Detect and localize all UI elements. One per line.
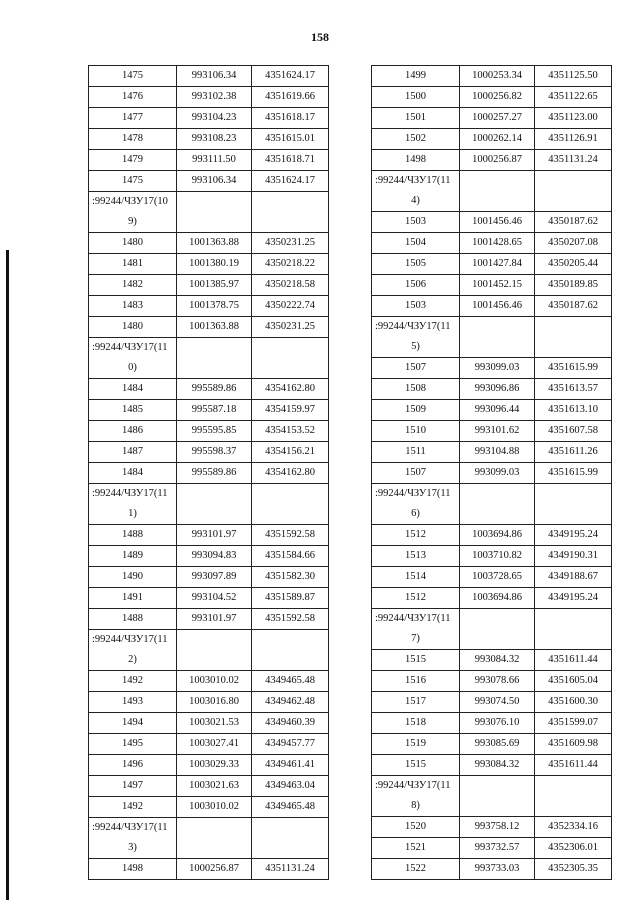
table-row <box>372 755 612 776</box>
table-row <box>89 171 329 192</box>
point-number-cell: 1498 <box>372 150 460 171</box>
parcel-label-row <box>89 818 329 859</box>
point-number-cell: 1504 <box>372 233 460 254</box>
x-coordinate-cell: 993106.34 <box>177 66 252 87</box>
x-coordinate-cell: 1003016.80 <box>177 692 252 713</box>
point-number-cell: 1498 <box>89 859 177 880</box>
y-coordinate-cell: 4354159.97 <box>252 400 329 421</box>
x-coordinate-cell: 993104.23 <box>177 108 252 129</box>
point-number-cell: 1490 <box>89 567 177 588</box>
x-coordinate-cell: 1000256.82 <box>460 87 535 108</box>
parcel-label-cell <box>372 484 460 525</box>
parcel-label-row <box>372 171 612 212</box>
y-coordinate-cell: 4349195.24 <box>535 588 612 609</box>
x-coordinate-cell: 993732.57 <box>460 838 535 859</box>
table-row <box>89 254 329 275</box>
point-number-cell: 1511 <box>372 442 460 463</box>
empty-cell <box>177 338 252 379</box>
table-row <box>89 150 329 171</box>
empty-cell <box>460 317 535 358</box>
x-coordinate-cell: 993733.03 <box>460 859 535 880</box>
y-coordinate-cell: 4349462.48 <box>252 692 329 713</box>
point-number-cell: 1482 <box>89 275 177 296</box>
point-number-cell: 1520 <box>372 817 460 838</box>
table-row <box>89 755 329 776</box>
point-number-cell: 1522 <box>372 859 460 880</box>
point-number-cell: 1493 <box>89 692 177 713</box>
y-coordinate-cell: 4349460.39 <box>252 713 329 734</box>
x-coordinate-cell: 1000262.14 <box>460 129 535 150</box>
point-number-cell: 1480 <box>89 233 177 254</box>
y-coordinate-cell: 4351613.57 <box>535 379 612 400</box>
x-coordinate-cell: 993096.86 <box>460 379 535 400</box>
y-coordinate-cell: 4351611.44 <box>535 755 612 776</box>
parcel-label-line2: 0) <box>128 362 137 373</box>
table-row <box>89 546 329 567</box>
table-row <box>89 296 329 317</box>
point-number-cell: 1499 <box>372 66 460 87</box>
y-coordinate-cell: 4349463.04 <box>252 776 329 797</box>
point-number-cell: 1500 <box>372 87 460 108</box>
parcel-label-line1: :99244/ЧЗУ17(11 <box>92 634 168 645</box>
parcel-label-row <box>372 484 612 525</box>
y-coordinate-cell: 4354153.52 <box>252 421 329 442</box>
table-row <box>372 212 612 233</box>
table-row <box>372 713 612 734</box>
parcel-label-line1: :99244/ЧЗУ17(10 <box>92 196 168 207</box>
y-coordinate-cell: 4350218.22 <box>252 254 329 275</box>
y-coordinate-cell: 4351607.58 <box>535 421 612 442</box>
y-coordinate-cell: 4351611.26 <box>535 442 612 463</box>
parcel-label-row <box>89 630 329 671</box>
y-coordinate-cell: 4349465.48 <box>252 797 329 818</box>
x-coordinate-cell: 1003021.63 <box>177 776 252 797</box>
parcel-label-line1: :99244/ЧЗУ17(11 <box>92 342 168 353</box>
empty-cell <box>177 484 252 525</box>
parcel-label-cell <box>372 171 460 212</box>
table-row <box>89 588 329 609</box>
x-coordinate-cell: 995589.86 <box>177 379 252 400</box>
y-coordinate-cell: 4351618.71 <box>252 150 329 171</box>
table-row <box>89 129 329 150</box>
empty-cell <box>252 484 329 525</box>
point-number-cell: 1475 <box>89 66 177 87</box>
parcel-label-cell <box>372 317 460 358</box>
point-number-cell: 1509 <box>372 400 460 421</box>
y-coordinate-cell: 4351131.24 <box>252 859 329 880</box>
x-coordinate-cell: 995587.18 <box>177 400 252 421</box>
point-number-cell: 1494 <box>89 713 177 734</box>
table-row <box>372 817 612 838</box>
y-coordinate-cell: 4352305.35 <box>535 859 612 880</box>
point-number-cell: 1507 <box>372 358 460 379</box>
x-coordinate-cell: 993758.12 <box>460 817 535 838</box>
point-number-cell: 1515 <box>372 755 460 776</box>
point-number-cell: 1492 <box>89 671 177 692</box>
x-coordinate-cell: 1000253.34 <box>460 66 535 87</box>
y-coordinate-cell: 4350189.85 <box>535 275 612 296</box>
point-number-cell: 1477 <box>89 108 177 129</box>
x-coordinate-cell: 993094.83 <box>177 546 252 567</box>
point-number-cell: 1492 <box>89 797 177 818</box>
y-coordinate-cell: 4351122.65 <box>535 87 612 108</box>
table-row <box>89 713 329 734</box>
parcel-label-line2: 6) <box>411 508 420 519</box>
x-coordinate-cell: 993104.52 <box>177 588 252 609</box>
table-row <box>89 275 329 296</box>
y-coordinate-cell: 4350187.62 <box>535 212 612 233</box>
table-row <box>372 525 612 546</box>
parcel-label-row <box>372 776 612 817</box>
x-coordinate-cell: 1001456.46 <box>460 212 535 233</box>
point-number-cell: 1512 <box>372 525 460 546</box>
empty-cell <box>535 776 612 817</box>
table-row <box>89 317 329 338</box>
table-row <box>89 233 329 254</box>
x-coordinate-cell: 1000256.87 <box>177 859 252 880</box>
point-number-cell: 1503 <box>372 212 460 233</box>
empty-cell <box>535 317 612 358</box>
table-row <box>89 567 329 588</box>
y-coordinate-cell: 4349188.67 <box>535 567 612 588</box>
table-body <box>89 66 329 880</box>
x-coordinate-cell: 993084.32 <box>460 650 535 671</box>
point-number-cell: 1488 <box>89 609 177 630</box>
table-row <box>372 567 612 588</box>
point-number-cell: 1486 <box>89 421 177 442</box>
y-coordinate-cell: 4349457.77 <box>252 734 329 755</box>
parcel-label-cell <box>372 776 460 817</box>
y-coordinate-cell: 4351611.44 <box>535 650 612 671</box>
parcel-label-line1: :99244/ЧЗУ17(11 <box>375 488 451 499</box>
point-number-cell: 1491 <box>89 588 177 609</box>
x-coordinate-cell: 993099.03 <box>460 463 535 484</box>
coordinates-table-right <box>371 65 612 880</box>
y-coordinate-cell: 4350231.25 <box>252 317 329 338</box>
empty-cell <box>460 171 535 212</box>
empty-cell <box>535 609 612 650</box>
y-coordinate-cell: 4350187.62 <box>535 296 612 317</box>
table-row <box>372 546 612 567</box>
parcel-label-cell <box>372 609 460 650</box>
table-row <box>372 254 612 275</box>
x-coordinate-cell: 993096.44 <box>460 400 535 421</box>
point-number-cell: 1514 <box>372 567 460 588</box>
point-number-cell: 1487 <box>89 442 177 463</box>
point-number-cell: 1480 <box>89 317 177 338</box>
x-coordinate-cell: 1001456.46 <box>460 296 535 317</box>
point-number-cell: 1516 <box>372 671 460 692</box>
parcel-label-line1: :99244/ЧЗУ17(11 <box>92 822 168 833</box>
table-row <box>89 442 329 463</box>
parcel-label-line2: 8) <box>411 800 420 811</box>
y-coordinate-cell: 4351618.17 <box>252 108 329 129</box>
parcel-label-cell <box>89 818 177 859</box>
point-number-cell: 1495 <box>89 734 177 755</box>
parcel-label-line2: 5) <box>411 341 420 352</box>
y-coordinate-cell: 4351600.30 <box>535 692 612 713</box>
y-coordinate-cell: 4351624.17 <box>252 66 329 87</box>
point-number-cell: 1507 <box>372 463 460 484</box>
y-coordinate-cell: 4351582.30 <box>252 567 329 588</box>
x-coordinate-cell: 1003010.02 <box>177 671 252 692</box>
x-coordinate-cell: 993106.34 <box>177 171 252 192</box>
point-number-cell: 1517 <box>372 692 460 713</box>
y-coordinate-cell: 4349195.24 <box>535 525 612 546</box>
table-row <box>89 66 329 87</box>
x-coordinate-cell: 995598.37 <box>177 442 252 463</box>
y-coordinate-cell: 4351131.24 <box>535 150 612 171</box>
empty-cell <box>252 818 329 859</box>
x-coordinate-cell: 1001378.75 <box>177 296 252 317</box>
table-row <box>372 108 612 129</box>
y-coordinate-cell: 4349461.41 <box>252 755 329 776</box>
point-number-cell: 1515 <box>372 650 460 671</box>
point-number-cell: 1484 <box>89 463 177 484</box>
table-row <box>89 421 329 442</box>
parcel-label-line2: 2) <box>128 654 137 665</box>
point-number-cell: 1483 <box>89 296 177 317</box>
page-number: 158 <box>311 30 329 44</box>
y-coordinate-cell: 4350231.25 <box>252 233 329 254</box>
empty-cell <box>252 338 329 379</box>
point-number-cell: 1485 <box>89 400 177 421</box>
y-coordinate-cell: 4351615.99 <box>535 358 612 379</box>
y-coordinate-cell: 4351613.10 <box>535 400 612 421</box>
x-coordinate-cell: 993101.62 <box>460 421 535 442</box>
x-coordinate-cell: 1003021.53 <box>177 713 252 734</box>
point-number-cell: 1503 <box>372 296 460 317</box>
x-coordinate-cell: 993076.10 <box>460 713 535 734</box>
parcel-label-row <box>89 338 329 379</box>
table-row <box>89 671 329 692</box>
table-row <box>89 87 329 108</box>
point-number-cell: 1496 <box>89 755 177 776</box>
coordinates-table-left <box>88 65 329 880</box>
x-coordinate-cell: 1001452.15 <box>460 275 535 296</box>
y-coordinate-cell: 4349190.31 <box>535 546 612 567</box>
table-row <box>89 797 329 818</box>
x-coordinate-cell: 1001363.88 <box>177 233 252 254</box>
point-number-cell: 1481 <box>89 254 177 275</box>
parcel-label-line1: :99244/ЧЗУ17(11 <box>375 613 451 624</box>
table-row <box>372 421 612 442</box>
y-coordinate-cell: 4350222.74 <box>252 296 329 317</box>
y-coordinate-cell: 4351592.58 <box>252 609 329 630</box>
parcel-label-cell <box>89 338 177 379</box>
point-number-cell: 1513 <box>372 546 460 567</box>
point-number-cell: 1476 <box>89 87 177 108</box>
y-coordinate-cell: 4351125.50 <box>535 66 612 87</box>
empty-cell <box>535 171 612 212</box>
table-row <box>372 650 612 671</box>
y-coordinate-cell: 4352334.16 <box>535 817 612 838</box>
table-row <box>372 692 612 713</box>
table-row <box>372 150 612 171</box>
point-number-cell: 1501 <box>372 108 460 129</box>
point-number-cell: 1508 <box>372 379 460 400</box>
parcel-label-row <box>89 192 329 233</box>
y-coordinate-cell: 4349465.48 <box>252 671 329 692</box>
empty-cell <box>177 630 252 671</box>
x-coordinate-cell: 993074.50 <box>460 692 535 713</box>
x-coordinate-cell: 1003694.86 <box>460 588 535 609</box>
table-row <box>372 442 612 463</box>
empty-cell <box>177 818 252 859</box>
y-coordinate-cell: 4350205.44 <box>535 254 612 275</box>
empty-cell <box>252 192 329 233</box>
table-row <box>372 463 612 484</box>
parcel-label-line2: 7) <box>411 633 420 644</box>
table-row <box>372 588 612 609</box>
table-row <box>372 671 612 692</box>
y-coordinate-cell: 4354162.80 <box>252 379 329 400</box>
y-coordinate-cell: 4352306.01 <box>535 838 612 859</box>
y-coordinate-cell: 4351619.66 <box>252 87 329 108</box>
table-row <box>89 734 329 755</box>
x-coordinate-cell: 993078.66 <box>460 671 535 692</box>
point-number-cell: 1489 <box>89 546 177 567</box>
parcel-label-line2: 3) <box>128 842 137 853</box>
x-coordinate-cell: 993104.88 <box>460 442 535 463</box>
y-coordinate-cell: 4354162.80 <box>252 463 329 484</box>
parcel-label-row <box>372 609 612 650</box>
x-coordinate-cell: 993099.03 <box>460 358 535 379</box>
empty-cell <box>535 484 612 525</box>
x-coordinate-cell: 1001363.88 <box>177 317 252 338</box>
x-coordinate-cell: 1003027.41 <box>177 734 252 755</box>
y-coordinate-cell: 4351126.91 <box>535 129 612 150</box>
table-row <box>372 734 612 755</box>
empty-cell <box>460 609 535 650</box>
parcel-label-line1: :99244/ЧЗУ17(11 <box>375 780 451 791</box>
parcel-label-line2: 4) <box>411 195 420 206</box>
point-number-cell: 1512 <box>372 588 460 609</box>
table-row <box>89 692 329 713</box>
parcel-label-line2: 9) <box>128 216 137 227</box>
empty-cell <box>460 484 535 525</box>
point-number-cell: 1475 <box>89 171 177 192</box>
y-coordinate-cell: 4351615.99 <box>535 463 612 484</box>
table-row <box>89 379 329 400</box>
table-row <box>372 296 612 317</box>
table-row <box>372 379 612 400</box>
point-number-cell: 1505 <box>372 254 460 275</box>
y-coordinate-cell: 4351123.00 <box>535 108 612 129</box>
y-coordinate-cell: 4350218.58 <box>252 275 329 296</box>
x-coordinate-cell: 993102.38 <box>177 87 252 108</box>
y-coordinate-cell: 4350207.08 <box>535 233 612 254</box>
table-body <box>372 66 612 880</box>
point-number-cell: 1519 <box>372 734 460 755</box>
parcel-label-cell <box>89 484 177 525</box>
y-coordinate-cell: 4351615.01 <box>252 129 329 150</box>
x-coordinate-cell: 995589.86 <box>177 463 252 484</box>
parcel-label-line2: 1) <box>128 508 137 519</box>
table-row <box>372 358 612 379</box>
point-number-cell: 1479 <box>89 150 177 171</box>
x-coordinate-cell: 993097.89 <box>177 567 252 588</box>
empty-cell <box>177 192 252 233</box>
x-coordinate-cell: 1000257.27 <box>460 108 535 129</box>
table-row <box>372 87 612 108</box>
y-coordinate-cell: 4351605.04 <box>535 671 612 692</box>
table-row <box>89 463 329 484</box>
x-coordinate-cell: 1001385.97 <box>177 275 252 296</box>
point-number-cell: 1497 <box>89 776 177 797</box>
x-coordinate-cell: 993101.97 <box>177 609 252 630</box>
table-row <box>89 776 329 797</box>
table-row <box>89 525 329 546</box>
x-coordinate-cell: 993111.50 <box>177 150 252 171</box>
table-row <box>372 233 612 254</box>
parcel-label-line1: :99244/ЧЗУ17(11 <box>92 488 168 499</box>
empty-cell <box>460 776 535 817</box>
table-row <box>89 400 329 421</box>
y-coordinate-cell: 4351599.07 <box>535 713 612 734</box>
parcel-label-line1: :99244/ЧЗУ17(11 <box>375 175 451 186</box>
x-coordinate-cell: 1003029.33 <box>177 755 252 776</box>
x-coordinate-cell: 1001428.65 <box>460 233 535 254</box>
empty-cell <box>252 630 329 671</box>
point-number-cell: 1506 <box>372 275 460 296</box>
point-number-cell: 1521 <box>372 838 460 859</box>
y-coordinate-cell: 4351592.58 <box>252 525 329 546</box>
parcel-label-row <box>372 317 612 358</box>
parcel-label-cell <box>89 192 177 233</box>
x-coordinate-cell: 995595.85 <box>177 421 252 442</box>
point-number-cell: 1478 <box>89 129 177 150</box>
parcel-label-row <box>89 484 329 525</box>
table-row <box>372 129 612 150</box>
parcel-label-cell <box>89 630 177 671</box>
point-number-cell: 1510 <box>372 421 460 442</box>
point-number-cell: 1502 <box>372 129 460 150</box>
x-coordinate-cell: 993108.23 <box>177 129 252 150</box>
x-coordinate-cell: 1001380.19 <box>177 254 252 275</box>
point-number-cell: 1518 <box>372 713 460 734</box>
y-coordinate-cell: 4351584.66 <box>252 546 329 567</box>
point-number-cell: 1488 <box>89 525 177 546</box>
table-row <box>89 609 329 630</box>
x-coordinate-cell: 1003728.65 <box>460 567 535 588</box>
table-row <box>89 859 329 880</box>
y-coordinate-cell: 4351609.98 <box>535 734 612 755</box>
table-row <box>89 108 329 129</box>
table-row <box>372 838 612 859</box>
point-number-cell: 1484 <box>89 379 177 400</box>
y-coordinate-cell: 4351624.17 <box>252 171 329 192</box>
margin-bar <box>6 250 9 900</box>
table-row <box>372 66 612 87</box>
x-coordinate-cell: 1001427.84 <box>460 254 535 275</box>
table-row <box>372 275 612 296</box>
x-coordinate-cell: 993084.32 <box>460 755 535 776</box>
table-row <box>372 859 612 880</box>
x-coordinate-cell: 993101.97 <box>177 525 252 546</box>
x-coordinate-cell: 1003710.82 <box>460 546 535 567</box>
x-coordinate-cell: 993085.69 <box>460 734 535 755</box>
table-row <box>372 400 612 421</box>
parcel-label-line1: :99244/ЧЗУ17(11 <box>375 321 451 332</box>
x-coordinate-cell: 1003010.02 <box>177 797 252 818</box>
x-coordinate-cell: 1000256.87 <box>460 150 535 171</box>
x-coordinate-cell: 1003694.86 <box>460 525 535 546</box>
y-coordinate-cell: 4354156.21 <box>252 442 329 463</box>
y-coordinate-cell: 4351589.87 <box>252 588 329 609</box>
